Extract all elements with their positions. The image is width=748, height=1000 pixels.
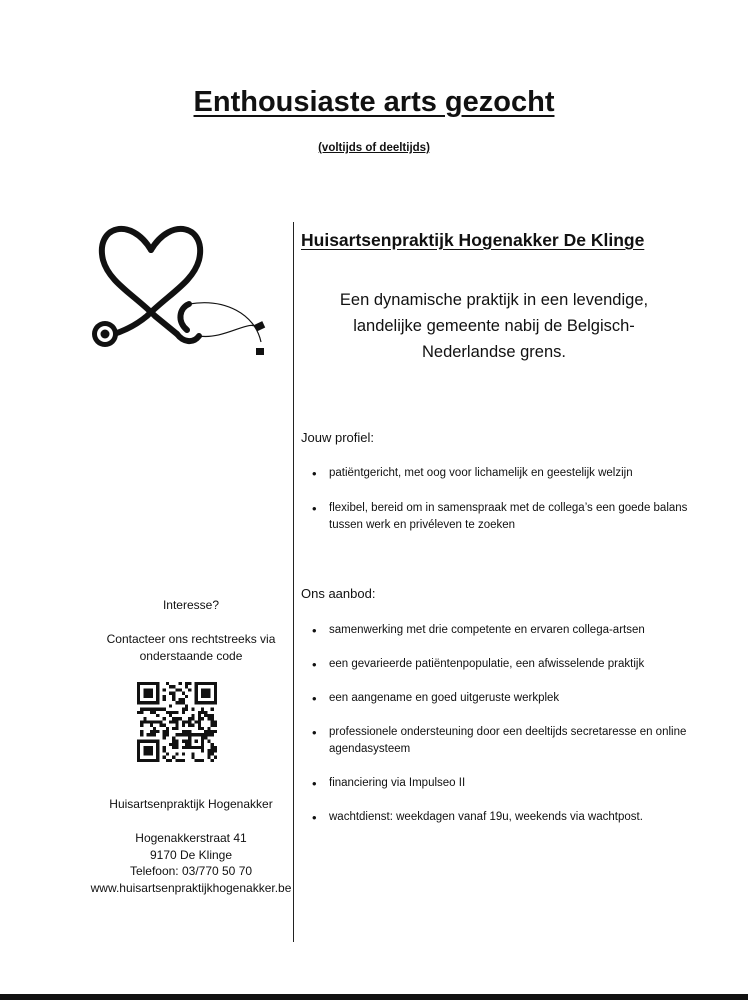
list-item: • financiering via Impulseo II: [312, 775, 692, 792]
list-item: • patiëntgericht, met oog voor lichamelijk en geestelijk welzijn: [312, 465, 692, 482]
practice-tagline: [301, 287, 687, 365]
page-subtitle: (voltijds of deeltijds): [318, 142, 430, 154]
offer-heading: Ons aanbod:: [301, 586, 376, 601]
contact-instruction: [60, 631, 322, 664]
list-item: • samenwerking met drie competente en ervaren collega-artsen: [312, 622, 692, 639]
tagline-line: Een dynamische praktijk in een levendige,: [339, 291, 649, 309]
stethoscope-heart-icon: [85, 218, 270, 368]
contact-address: [60, 830, 322, 896]
page-title: Enthousiaste arts gezocht: [193, 86, 555, 118]
bottom-border: [0, 994, 748, 1000]
address-street: Hogenakkerstraat 41: [135, 831, 247, 845]
list-item: • flexibel, bereid om in samenspraak met de collega’s een goede balans tussen werk en privéleven te zoeken: [312, 500, 692, 534]
phone-number: Telefoon: 03/770 50 70: [129, 864, 253, 878]
address-city: 9170 De Klinge: [149, 847, 233, 862]
contact-interest: Interesse?: [162, 598, 220, 612]
instruction-line: Contacteer ons rechtstreeks via: [106, 632, 276, 646]
list-item: • professionele ondersteuning door een deeltijds secretaresse en online agendasysteem: [312, 724, 692, 758]
list-item: • een gevarieerde patiëntenpopulatie, een afwisselende praktijk: [312, 656, 692, 673]
instruction-line: onderstaande code: [139, 648, 243, 663]
practice-name: Huisartsenpraktijk Hogenakker De Klinge: [301, 230, 645, 250]
offer-list: [312, 622, 692, 826]
profile-heading: Jouw profiel:: [301, 430, 374, 445]
tagline-line: landelijke gemeente nabij de Belgisch-: [353, 317, 635, 335]
contact-practice-name: Huisartsenpraktijk Hogenakker: [109, 797, 273, 811]
qr-code-icon[interactable]: [137, 682, 217, 762]
list-item: • wachtdienst: weekdagen vanaf 19u, weekends via wachtpost.: [312, 809, 692, 826]
tagline-line: Nederlandse grens.: [421, 343, 566, 361]
list-item: • een aangename en goed uitgeruste werkplek: [312, 690, 692, 707]
website-link[interactable]: www.huisartsenpraktijkhogenakker.be: [90, 880, 292, 895]
profile-list: [312, 465, 692, 534]
